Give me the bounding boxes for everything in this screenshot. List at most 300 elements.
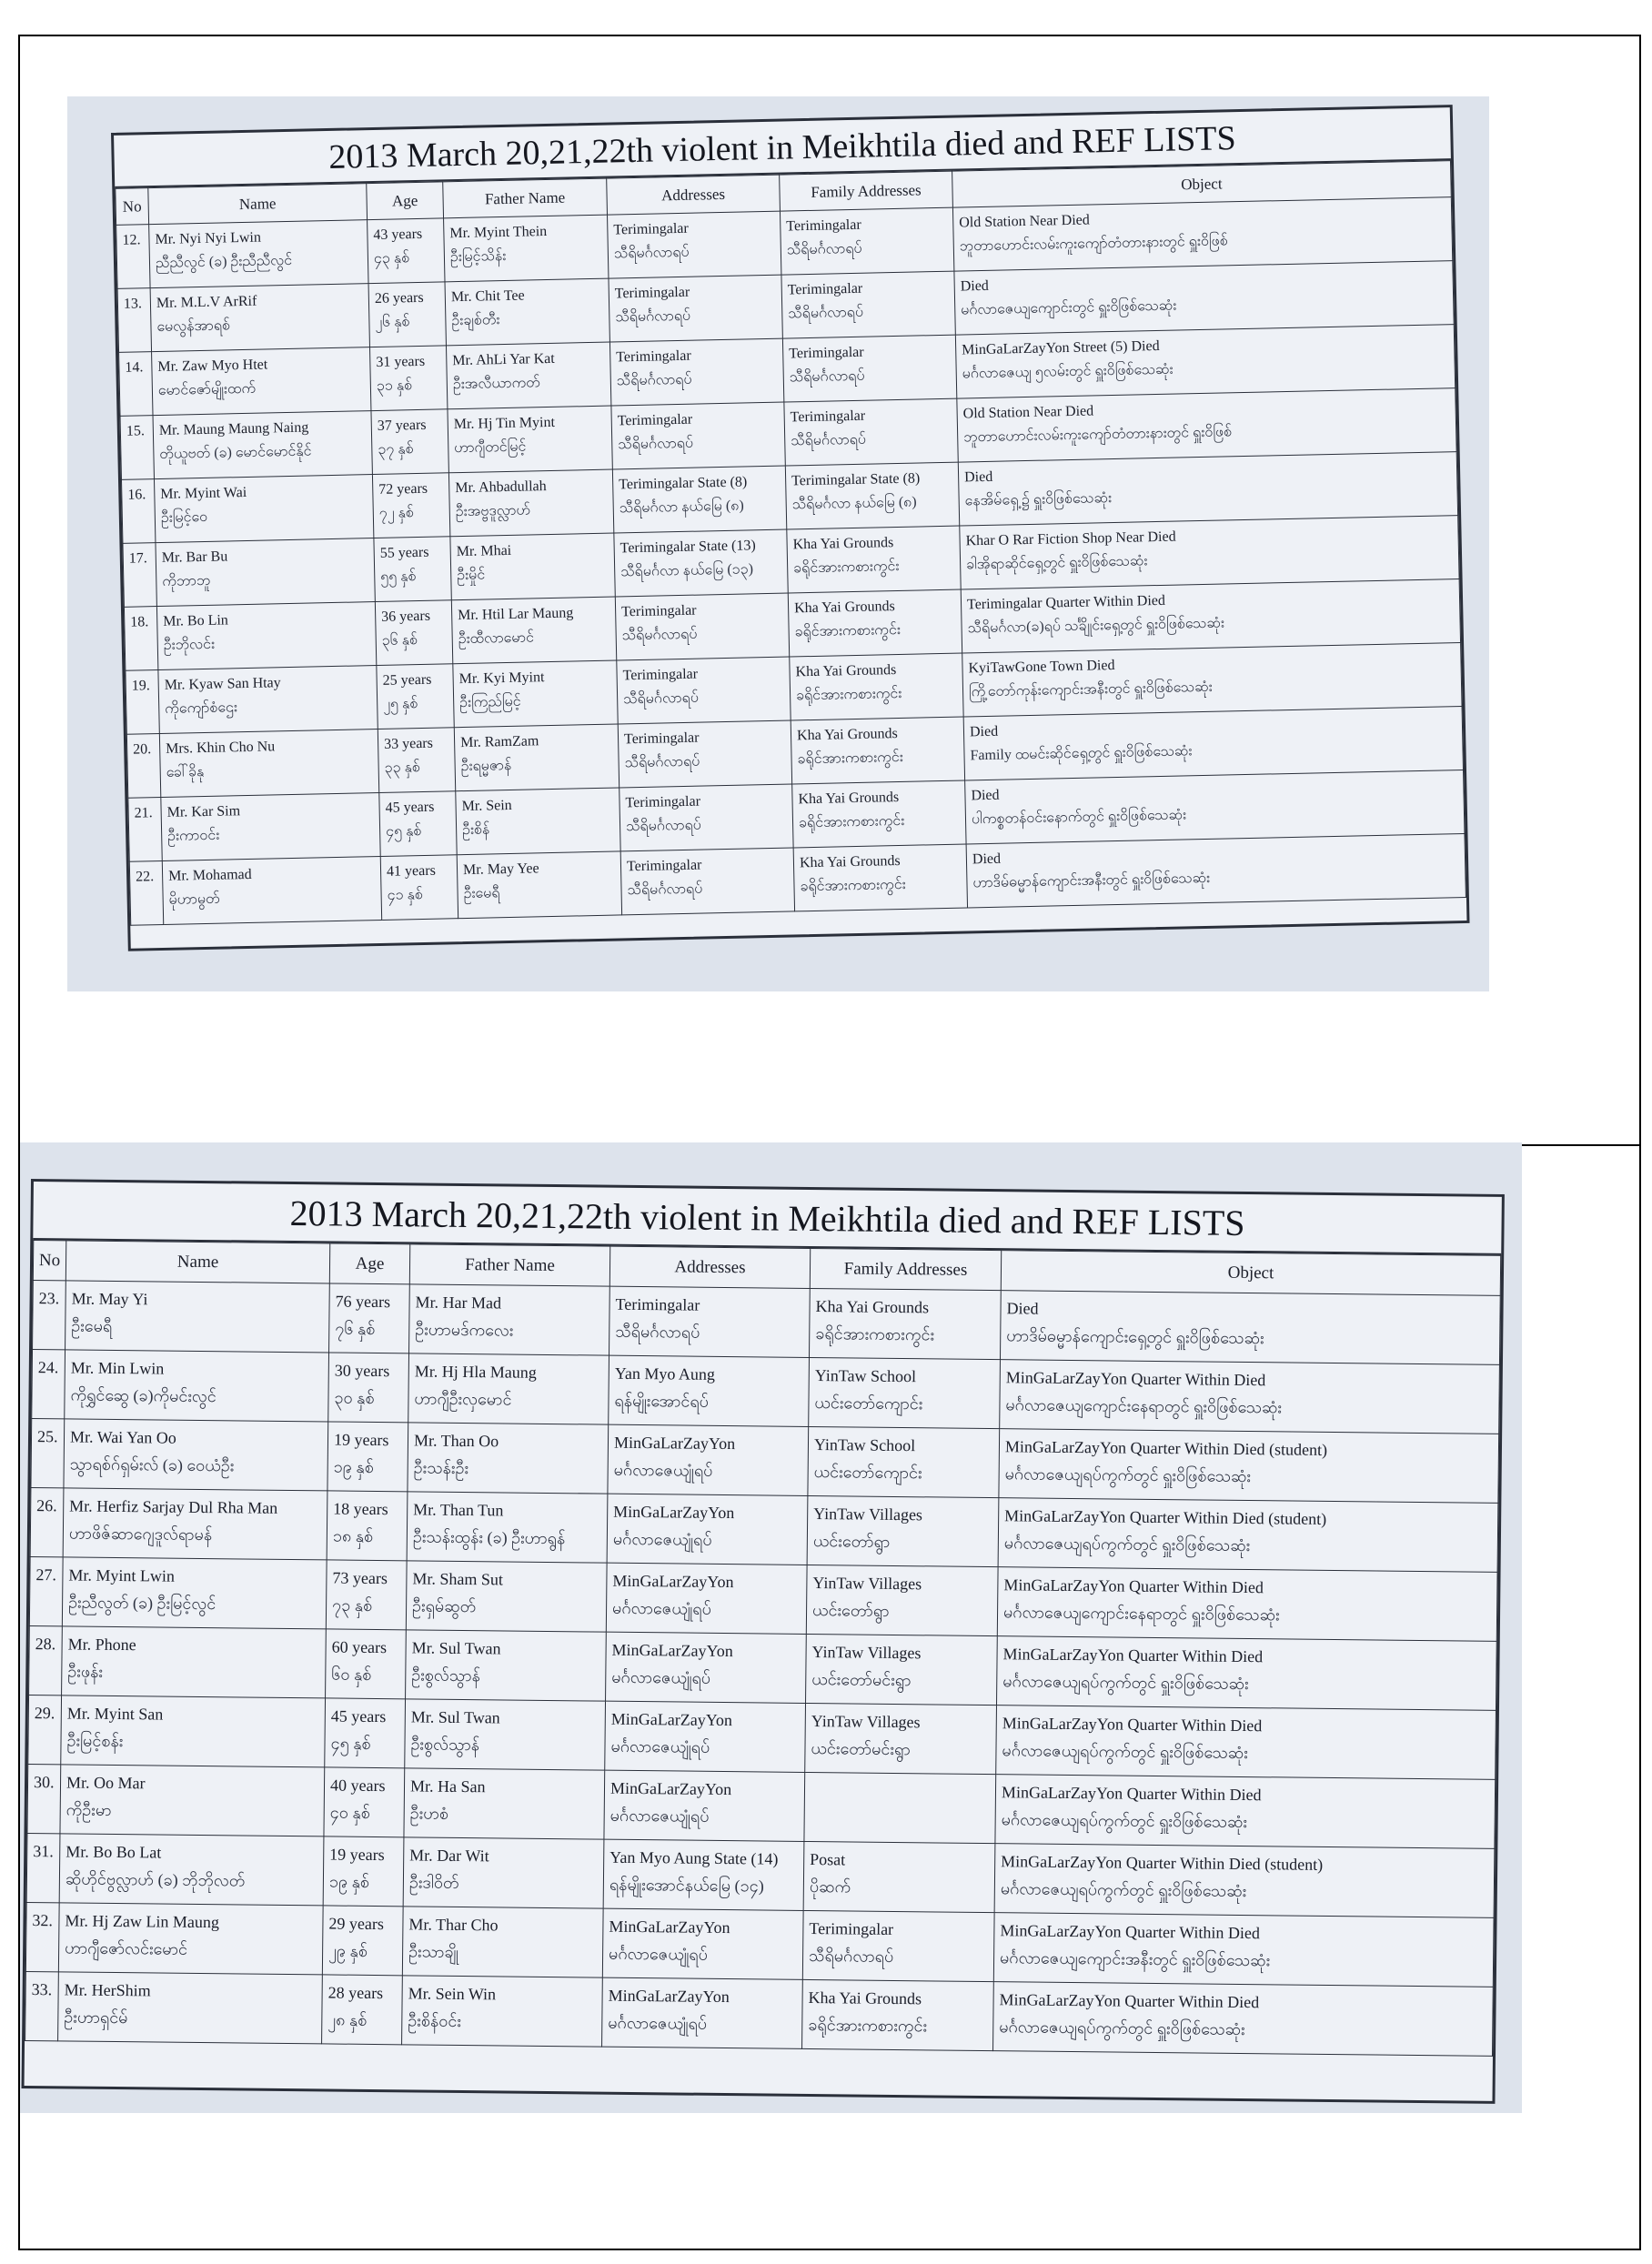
- cell-object-text: Old Station Near Died: [962, 403, 1094, 422]
- cell-address-myanmar-text: မင်္ဂလာဇေယျုံရပ်: [611, 1598, 712, 1618]
- cell-father-name: [407, 1492, 608, 1563]
- cell-address: [609, 1355, 810, 1426]
- col-header-family-addresses: Family Addresses: [810, 1248, 1001, 1290]
- cell-family-address: [784, 398, 958, 466]
- cell-age-text: 45 years: [385, 799, 435, 816]
- cell-name-text: Mr. Zaw Myo Htet: [157, 357, 268, 375]
- cell-object-text: MinGaLarZayYon Quarter Within Died: [1003, 1575, 1264, 1597]
- cell-family-address-myanmar-text: သီရိမင်္ဂလာရပ်: [786, 240, 862, 258]
- cell-father-name: [444, 215, 609, 282]
- cell-father-name-myanmar-text: ဦးသန်းထွန်း (ခ) ဦးဟာရွန်: [412, 1527, 566, 1548]
- cell-father-name-text: Mr. Ha San: [409, 1776, 486, 1796]
- cell-name: [153, 411, 372, 479]
- cell-object: [962, 643, 1462, 717]
- cell-family-address: [808, 1426, 1000, 1497]
- cell-father-name-myanmar-text: ဦးရှမ်ဆွတ်: [412, 1596, 477, 1616]
- cell-father-name-text: Mr. Ahbadullah: [455, 478, 547, 497]
- cell-name: [152, 347, 371, 416]
- cell-family-address-myanmar-text: ယင်းတော်ရွာ: [811, 1601, 890, 1620]
- cell-age-text: 28 years: [327, 1983, 384, 2003]
- cell-name: [58, 1972, 323, 2044]
- cell-no-text: 23.: [38, 1289, 60, 1308]
- cell-no: [30, 1488, 64, 1557]
- cell-name-text: Mr. Bo Lin: [163, 612, 228, 629]
- cell-family-address-myanmar-text: ယင်းတော်ကျောင်း: [813, 1463, 922, 1483]
- cell-no-text: 15.: [126, 423, 146, 439]
- cell-family-address: [793, 844, 967, 911]
- cell-address: [618, 720, 791, 788]
- cell-object: [993, 1913, 1494, 1987]
- cell-object-text: Died: [972, 850, 1002, 868]
- cell-father-name-text: Mr. Thar Cho: [408, 1915, 499, 1935]
- cell-object-myanmar-text: နေအိမ်ရှေ့၌ ရှူးဝိဖြစ်သေဆုံး: [964, 490, 1113, 509]
- cell-name-myanmar-text: ဟာဂျီဇော်လင်းမောင်: [65, 1938, 188, 1958]
- cell-name-text: Mr. Oo Mar: [65, 1773, 146, 1793]
- cell-age-myanmar-text: ၁၉ နှစ်: [328, 1872, 370, 1891]
- cell-father-name-text: Mr. May Yee: [462, 860, 539, 879]
- cell-father-name-myanmar-text: ဦးမှိုင်: [457, 567, 486, 584]
- cell-family-address-myanmar-text: ပိုဆက်: [809, 1877, 851, 1897]
- cell-family-address-text: Terimingalar: [789, 344, 864, 362]
- cell-no-text: 24.: [37, 1358, 59, 1377]
- cell-family-address-text: Kha Yai Grounds: [808, 1987, 922, 2008]
- cell-object-text: MinGaLarZayYon Quarter Within Died (student): [1004, 1506, 1327, 1528]
- cell-object-myanmar-text: ကြို့တော်ကုန်းကျောင်းအနီးတွင် ရှူးဝိဖြစ်သေဆုံး: [968, 679, 1213, 700]
- cell-name-myanmar-text: ကိုရွှင်ဆွေ (ခ)ကိုမင်းလွင်: [70, 1385, 217, 1406]
- cell-family-address: [791, 717, 964, 784]
- cell-age-myanmar-text: ၂၉ နှစ်: [328, 1941, 368, 1960]
- cell-name: [150, 284, 369, 352]
- cell-address-myanmar-text: မင်္ဂလာဇေယျုံရပ်: [612, 1529, 712, 1549]
- cell-object-text: Old Station Near Died: [959, 212, 1090, 231]
- cell-family-address-text: Terimingalar: [790, 408, 866, 426]
- cell-name-text: Mr. Herfiz Sarjay Dul Rha Man: [69, 1496, 278, 1517]
- cell-father-name: [456, 788, 620, 855]
- cell-age-myanmar-text: ၄၅ နှစ်: [385, 823, 422, 840]
- cell-name-myanmar-text: မိုဟာမွတ်: [168, 891, 220, 908]
- cell-family-address: [802, 1910, 994, 1981]
- col-header-age: Age: [329, 1243, 409, 1284]
- cell-name-myanmar-text: ဦးမြင့်ဝေ: [160, 508, 208, 526]
- cell-age: [368, 282, 446, 347]
- cell-address-myanmar-text: သီရိမင်္ဂလာရပ်: [622, 689, 700, 708]
- cell-object-text: KyiTawGone Town Died: [968, 658, 1115, 677]
- cell-father-name: [406, 1630, 607, 1701]
- cell-family-address: [806, 1634, 998, 1705]
- cell-address-text: MinGaLarZayYon: [613, 1502, 735, 1523]
- cell-family-address-myanmar-text: ခရိုင်အားကစားကွင်း: [794, 621, 902, 640]
- cell-age: [372, 473, 449, 538]
- cell-no: [117, 288, 151, 353]
- cell-name-text: Mrs. Khin Cho Nu: [166, 739, 276, 757]
- cell-address-myanmar-text: သီရိမင်္ဂလာရပ်: [615, 307, 691, 326]
- photo-top: [67, 96, 1489, 991]
- cell-family-address: [804, 1772, 996, 1843]
- cell-no: [121, 479, 155, 544]
- cell-name-myanmar-text: မောင်ဇော်မျိုးထက်: [157, 380, 257, 398]
- cell-age-myanmar-text: ၄၀ နှစ်: [329, 1803, 371, 1822]
- cell-no: [123, 543, 156, 608]
- cell-address-myanmar-text: မင်္ဂလာဇေယျုံရပ်: [610, 1736, 710, 1756]
- cell-object-text: MinGaLarZayYon Quarter Within Died (student): [1004, 1437, 1328, 1459]
- cell-name-text: Mr. Kar Sim: [166, 803, 241, 820]
- cell-name-text: Mr. Wai Yan Oo: [69, 1427, 176, 1447]
- cell-father-name-myanmar-text: ဦးစွလ်သွာန်: [411, 1665, 481, 1685]
- cell-object-text: MinGaLarZayYon Street (5) Died: [962, 337, 1160, 358]
- cell-family-address-text: Terimingalar: [809, 1919, 894, 1938]
- cell-object: [993, 1982, 1494, 2057]
- cell-name: [60, 1765, 325, 1836]
- cell-object: [961, 579, 1460, 653]
- cell-no-text: 19.: [131, 678, 150, 694]
- cell-father-name-text: Mr. Sham Sut: [412, 1569, 504, 1589]
- cell-name-text: Mr. Mohamad: [167, 866, 252, 884]
- cell-age-text: 26 years: [374, 289, 424, 307]
- cell-family-address-text: YinTaw School: [813, 1435, 916, 1455]
- cell-family-address-myanmar-text: ခရိုင်အားကစားကွင်း: [798, 812, 905, 831]
- cell-address: [606, 1563, 807, 1634]
- cell-address: [609, 1286, 811, 1357]
- cell-name: [62, 1557, 327, 1629]
- cell-object: [966, 834, 1466, 908]
- cell-father-name-text: Mr. Sein Win: [408, 1984, 497, 2004]
- cell-father-name: [451, 597, 616, 664]
- cell-no: [28, 1695, 62, 1765]
- cell-object-text: MinGaLarZayYon Quarter Within Died (student): [1001, 1852, 1324, 1874]
- cell-father-name-text: Mr. Myint Thein: [449, 223, 548, 242]
- cell-age-myanmar-text: ၃၃ နှစ်: [384, 760, 421, 776]
- cell-father-name: [402, 1907, 603, 1977]
- cell-address: [620, 848, 794, 915]
- cell-no: [27, 1765, 61, 1834]
- cell-father-name: [454, 724, 619, 791]
- cell-address-myanmar-text: သီရိမင်္ဂလာ နယ်မြေ (၁၃): [620, 561, 754, 580]
- cell-age: [374, 537, 451, 602]
- cell-name-myanmar-text: တိုယူဗတ် (ခ) မောင်မောင်နိုင်: [159, 443, 312, 462]
- cell-age-text: 43 years: [373, 226, 423, 243]
- cell-name: [154, 475, 373, 543]
- col-header-family-addresses: Family Addresses: [780, 171, 953, 211]
- cell-name-myanmar-text: ဦးညီလွတ် (ခ) ဦးမြင့်လွင်: [68, 1593, 217, 1614]
- cell-father-name-myanmar-text: ဦးသန်းဦး: [413, 1458, 469, 1478]
- cell-family-address-myanmar-text: ယင်းတော်မင်းရွာ: [811, 1670, 912, 1690]
- cell-address-myanmar-text: သီရိမင်္ဂလာ နယ်မြေ (၈): [619, 498, 744, 517]
- cell-family-address: [805, 1703, 997, 1774]
- cell-father-name: [408, 1423, 609, 1494]
- col-header-father: Father Name: [443, 178, 608, 218]
- cell-father-name-text: Mr. AhLi Yar Kat: [452, 350, 555, 369]
- cell-address-myanmar-text: သီရိမင်္ဂလာရပ်: [615, 1322, 700, 1342]
- cell-name: [65, 1281, 330, 1353]
- cell-name-myanmar-text: မေလွန်အာရစ်: [156, 317, 231, 335]
- cell-father-name-myanmar-text: ဟာဂျီဦးလှမောင်: [414, 1389, 512, 1409]
- cell-object: [996, 1706, 1496, 1780]
- cell-object-myanmar-text: မင်္ဂလာဇေယျရပ်ကွက်တွင် ရှူးဝိဖြစ်သေဆုံး: [1002, 1672, 1249, 1694]
- cell-object-text: Terimingalar Quarter Within Died: [966, 592, 1166, 613]
- cell-address-text: MinGaLarZayYon: [609, 1917, 730, 1937]
- cell-age: [379, 791, 457, 857]
- cell-object-myanmar-text: မင်္ဂလာဇေယျကျောင်းတွင် ရှူးဝိဖြစ်သေဆုံး: [961, 297, 1177, 318]
- cell-object-myanmar-text: မင်္ဂလာဇေယျရပ်ကွက်တွင် ရှူးဝိဖြစ်သေဆုံး: [1004, 1464, 1252, 1486]
- victims-table-bottom: [25, 1240, 1501, 2057]
- cell-family-address: [806, 1565, 998, 1635]
- cell-no-text: 29.: [34, 1704, 55, 1723]
- cell-name-text: Mr. Hj Zaw Lin Maung: [65, 1911, 220, 1932]
- cell-name-myanmar-text: ဦးမေရီ: [71, 1316, 113, 1335]
- cell-object: [997, 1567, 1497, 1642]
- cell-address: [615, 593, 789, 660]
- cell-name-myanmar-text: ဟာဖိဇ်ဆာဂျေဒူလ်ရာမန်: [68, 1524, 213, 1545]
- cell-family-address-text: YinTaw Villages: [811, 1643, 922, 1663]
- cell-father-name-myanmar-text: ဦးစိန်: [461, 821, 490, 839]
- cell-name: [63, 1488, 327, 1560]
- cell-address-myanmar-text: သီရိမင်္ဂလာရပ်: [625, 817, 702, 835]
- cell-no-text: 22.: [135, 869, 155, 885]
- cell-name-myanmar-text: ကိုဘာဘူ: [162, 572, 211, 589]
- cell-name: [64, 1419, 328, 1491]
- cell-age-text: 18 years: [333, 1499, 388, 1519]
- cell-father-name-myanmar-text: ဦးစိန်ဝင်း: [408, 2011, 462, 2031]
- cell-no-text: 17.: [128, 550, 147, 567]
- cell-address-myanmar-text: မင်္ဂလာဇေယျုံရပ်: [609, 1806, 710, 1826]
- table-body-top: [116, 197, 1466, 926]
- cell-address: [617, 657, 791, 724]
- cell-address-text: Terimingalar: [623, 730, 700, 748]
- cell-father-name-text: Mr. Sul Twan: [410, 1707, 500, 1727]
- cell-no: [119, 352, 153, 417]
- cell-age-text: 40 years: [329, 1776, 386, 1796]
- cell-father-name-text: Mr. Hj Hla Maung: [414, 1362, 537, 1382]
- cell-father-name-myanmar-text: ဦးစွလ်သွာန်: [410, 1735, 480, 1755]
- cell-name-text: Mr. Min Lwin: [70, 1358, 165, 1378]
- cell-address: [609, 275, 782, 342]
- cell-name: [159, 730, 378, 798]
- cell-address-text: Terimingalar State (13): [620, 538, 756, 557]
- cell-family-address: [781, 271, 955, 338]
- cell-name-myanmar-text: သွာရစ်ဂ်ရှမ်းလ် (ခ) ဝေယံဦး: [69, 1454, 235, 1475]
- cell-name-text: Mr. Nyi Nyi Lwin: [155, 229, 262, 248]
- cell-father-name: [445, 278, 609, 346]
- col-header-name: Name: [148, 184, 368, 225]
- cell-name-text: Mr. Myint Wai: [160, 484, 247, 502]
- cell-father-name: [409, 1284, 610, 1355]
- cell-family-address: [785, 462, 959, 529]
- cell-father-name: [406, 1561, 607, 1632]
- cell-age-text: 76 years: [335, 1292, 391, 1312]
- cell-family-address-text: Kha Yai Grounds: [793, 599, 895, 617]
- cell-name-myanmar-text: ဦးဟာရှင်မ်: [64, 2007, 128, 2028]
- cell-name: [65, 1350, 329, 1422]
- cell-object-myanmar-text: မင်္ဂလာဇေယျ ၅လမ်းတွင် ရှူးဝိဖြစ်သေဆုံး: [962, 361, 1174, 382]
- cell-object-myanmar-text: ခါအိုရာဆိုင်ရှေ့တွင် ရှူးဝိဖြစ်သေဆုံး: [965, 553, 1148, 573]
- cell-address-text: Yan Myo Aung State (14): [609, 1847, 779, 1868]
- cell-age: [322, 1906, 403, 1976]
- cell-age-myanmar-text: ၇၂ နှစ်: [378, 505, 415, 521]
- cell-object-myanmar-text: မင်္ဂလာဇေယျရပ်ကွက်တွင် ရှူးဝိဖြစ်သေဆုံး: [1001, 1810, 1248, 1832]
- cell-age-text: 19 years: [333, 1430, 389, 1450]
- cell-object-text: MinGaLarZayYon Quarter Within Died: [999, 1990, 1260, 2012]
- col-header-name: Name: [65, 1241, 329, 1283]
- cell-address-text: Terimingalar: [622, 666, 699, 684]
- cell-object: [965, 770, 1465, 844]
- cell-object-text: MinGaLarZayYon Quarter Within Died: [1002, 1714, 1263, 1736]
- cell-age-myanmar-text: ၂၈ နှစ်: [327, 2010, 368, 2029]
- cell-address-text: MinGaLarZayYon: [612, 1571, 734, 1592]
- cell-family-address-myanmar-text: သီရိမင်္ဂလာရပ်: [808, 1947, 894, 1966]
- cell-father-name-myanmar-text: ဦးရမ္မဇာန်: [460, 757, 512, 775]
- cell-father-name: [446, 342, 610, 409]
- cell-family-address-text: Kha Yai Grounds: [792, 535, 894, 553]
- cell-name: [149, 220, 368, 288]
- cell-name-myanmar-text: ညီညီလွင် (ခ) ဦးညီညီလွင်: [155, 252, 293, 272]
- cell-family-address: [787, 526, 961, 593]
- cell-family-address-myanmar-text: ယင်းတော်ကျောင်း: [814, 1394, 923, 1414]
- cell-age-myanmar-text: ၄၃ နှစ်: [373, 250, 410, 267]
- cell-family-address-text: Posat: [810, 1850, 846, 1869]
- cell-no: [126, 734, 160, 799]
- photo-bottom: [20, 1142, 1522, 2113]
- cell-father-name-myanmar-text: ဦးအဗ္ဗဒူလ္လာဟ်: [455, 502, 531, 520]
- cell-father-name-myanmar-text: ဦးချစ်တီး: [451, 312, 500, 329]
- cell-address-text: MinGaLarZayYon: [613, 1433, 736, 1454]
- cell-no-text: 28.: [35, 1635, 56, 1654]
- cell-family-address-myanmar-text: ခရိုင်အားကစားကွင်း: [797, 749, 904, 768]
- cell-address: [620, 784, 793, 851]
- cell-address: [609, 338, 783, 406]
- cell-address-text: MinGaLarZayYon: [610, 1709, 733, 1730]
- cell-age-myanmar-text: ၃၀ နှစ်: [334, 1388, 375, 1407]
- cell-name-myanmar-text: ခေါ်ခိုနု: [166, 764, 205, 780]
- cell-object-myanmar-text: ဟာဒိမ်ဓမ္မာန်ကျောင်းရှေ့တွင် ရှူးဝိဖြစ်သေဆုံး: [1006, 1326, 1264, 1348]
- cell-name: [61, 1695, 326, 1767]
- cell-address-text: Terimingalar: [614, 284, 690, 302]
- cell-name: [59, 1834, 324, 1906]
- cell-father-name-text: Mr. Sul Twan: [411, 1638, 501, 1658]
- col-header-addresses: Addresses: [609, 1246, 810, 1288]
- col-header-no: No: [116, 188, 149, 226]
- cell-no-text: 32.: [32, 1911, 54, 1930]
- cell-age: [325, 1698, 406, 1768]
- cell-age-myanmar-text: ၄၅ နှစ်: [330, 1734, 371, 1753]
- cell-address: [603, 1839, 804, 1910]
- victims-table-top: [115, 160, 1466, 926]
- cell-address-text: MinGaLarZayYon: [608, 1986, 730, 2007]
- sheet-title: 2013 March 20,21,22th violent in Meikhtila died and REF LISTS: [114, 107, 1451, 188]
- cell-name: [158, 666, 378, 734]
- cell-address: [612, 466, 786, 533]
- cell-father-name: [403, 1837, 604, 1908]
- cell-object-myanmar-text: မင်္ဂလာဇေယျရပ်ကွက်တွင် ရှူးဝိဖြစ်သေဆုံး: [1003, 1534, 1251, 1555]
- cell-address-myanmar-text: ရန်မျိုးအောင်နယ်မြေ (၁၄): [609, 1875, 764, 1896]
- cell-no: [31, 1419, 65, 1488]
- cell-address: [604, 1770, 805, 1841]
- cell-family-address-text: YinTaw Villages: [812, 1574, 922, 1594]
- cell-object-myanmar-text: Family ထမင်းဆိုင်ရှေ့တွင် ရှူးဝိဖြစ်သေဆုံး: [970, 743, 1193, 764]
- cell-object-text: Died: [1006, 1299, 1039, 1318]
- cell-no: [128, 798, 162, 862]
- cell-address-text: Yan Myo Aung: [614, 1363, 716, 1384]
- cell-family-address: [788, 589, 962, 657]
- cell-object-text: Died: [971, 787, 1000, 804]
- cell-age-myanmar-text: ၁၈ နှစ်: [332, 1526, 374, 1545]
- cell-object-myanmar-text: ဘူတာဟောင်းလမ်းကူးကျော်တံတားနားတွင် ရှူးဝိဖြစ်: [963, 424, 1233, 446]
- cell-name-text: Mr. Kyaw San Htay: [164, 675, 281, 693]
- cell-object-myanmar-text: မင်္ဂလာဇေယျရပ်ကွက်တွင် ရှူးဝိဖြစ်သေဆုံး: [1002, 1741, 1248, 1763]
- cell-address-text: Terimingalar: [617, 411, 693, 429]
- cell-object: [952, 197, 1452, 271]
- cell-age: [377, 664, 454, 730]
- cell-name-text: Mr. Bo Bo Lat: [65, 1842, 162, 1862]
- cell-father-name: [453, 660, 618, 728]
- cell-father-name-text: Mr. Sein: [461, 797, 512, 815]
- cell-address: [614, 529, 788, 597]
- cell-address: [608, 1424, 809, 1495]
- cell-name: [156, 602, 376, 670]
- cell-father-name-text: Mr. Mhai: [456, 542, 512, 560]
- cell-address-text: MinGaLarZayYon: [611, 1640, 733, 1661]
- cell-age: [326, 1629, 407, 1699]
- cell-address-myanmar-text: သီရိမင်္ဂလာရပ်: [616, 371, 692, 389]
- cell-father-name-text: Mr. Har Mad: [415, 1293, 502, 1313]
- cell-age-myanmar-text: ၂၆ နှစ်: [375, 314, 410, 330]
- cell-object-myanmar-text: သီရိမင်္ဂလာ(ခ)ရပ် သင်္ချိုင်းရှေ့တွင် ရှူးဝိဖြစ်သေဆုံး: [967, 615, 1225, 637]
- cell-no: [29, 1557, 63, 1626]
- cell-object: [955, 325, 1455, 398]
- cell-address-text: Terimingalar: [626, 857, 702, 875]
- table-body-bottom: [25, 1281, 1501, 2057]
- cell-father-name-text: Mr. RamZam: [459, 733, 539, 751]
- cell-age-text: 31 years: [376, 353, 426, 370]
- cell-address: [607, 1494, 808, 1565]
- cell-father-name-myanmar-text: ဦးထီလာမောင်: [458, 629, 535, 648]
- cell-name-myanmar-text: ဦးဖုန်း: [67, 1662, 104, 1681]
- cell-family-address-myanmar-text: ခရိုင်အားကစားကွင်း: [815, 1324, 935, 1344]
- cell-name-myanmar-text: ဦးကာဝင်း: [167, 827, 220, 844]
- cell-family-address-myanmar-text: သီရိမင်္ဂလာ နယ်မြေ (၈): [791, 494, 917, 513]
- cell-address-text: MinGaLarZayYon: [609, 1778, 732, 1799]
- cell-address: [602, 1908, 803, 1979]
- cell-father-name-myanmar-text: ဦးသာချို: [408, 1942, 459, 1961]
- col-header-addresses: Addresses: [607, 175, 781, 215]
- cell-object-text: Died: [963, 468, 993, 486]
- cell-father-name-text: Mr. Than Oo: [413, 1431, 499, 1451]
- cell-father-name: [457, 851, 621, 919]
- cell-object: [958, 452, 1457, 526]
- cell-age: [369, 346, 447, 411]
- cell-age-text: 41 years: [386, 862, 437, 880]
- cell-address-myanmar-text: သီရိမင်္ဂလာရပ်: [618, 435, 694, 453]
- cell-family-address: [802, 1979, 994, 2050]
- cell-name: [58, 1903, 323, 1975]
- cell-father-name-myanmar-text: ဦးဒါဝိတ်: [408, 1873, 459, 1892]
- cell-address: [608, 211, 781, 278]
- cell-father-name: [408, 1353, 609, 1424]
- cell-age-text: 73 years: [332, 1568, 388, 1588]
- cell-address-myanmar-text: သီရိမင်္ဂလာရပ်: [613, 244, 690, 262]
- cell-age-myanmar-text: ၃၁ နှစ်: [376, 377, 413, 394]
- cell-address: [602, 1977, 803, 2048]
- cell-object: [994, 1844, 1495, 1918]
- cell-family-address: [792, 780, 966, 848]
- cell-family-address: [809, 1357, 1001, 1428]
- cell-name-myanmar-text: ကိုဦးမာ: [65, 1800, 112, 1819]
- cell-father-name: [405, 1699, 606, 1770]
- cell-family-address-text: Terimingalar: [787, 280, 863, 298]
- cell-name: [62, 1626, 327, 1698]
- cell-no: [124, 607, 157, 671]
- cell-name-text: Mr. May Yi: [71, 1289, 148, 1309]
- cell-object-myanmar-text: ဟာဒိမ်ဓမ္မာန်ကျောင်းအနီးတွင် ရှူးဝိဖြစ်သေဆုံး: [972, 870, 1211, 891]
